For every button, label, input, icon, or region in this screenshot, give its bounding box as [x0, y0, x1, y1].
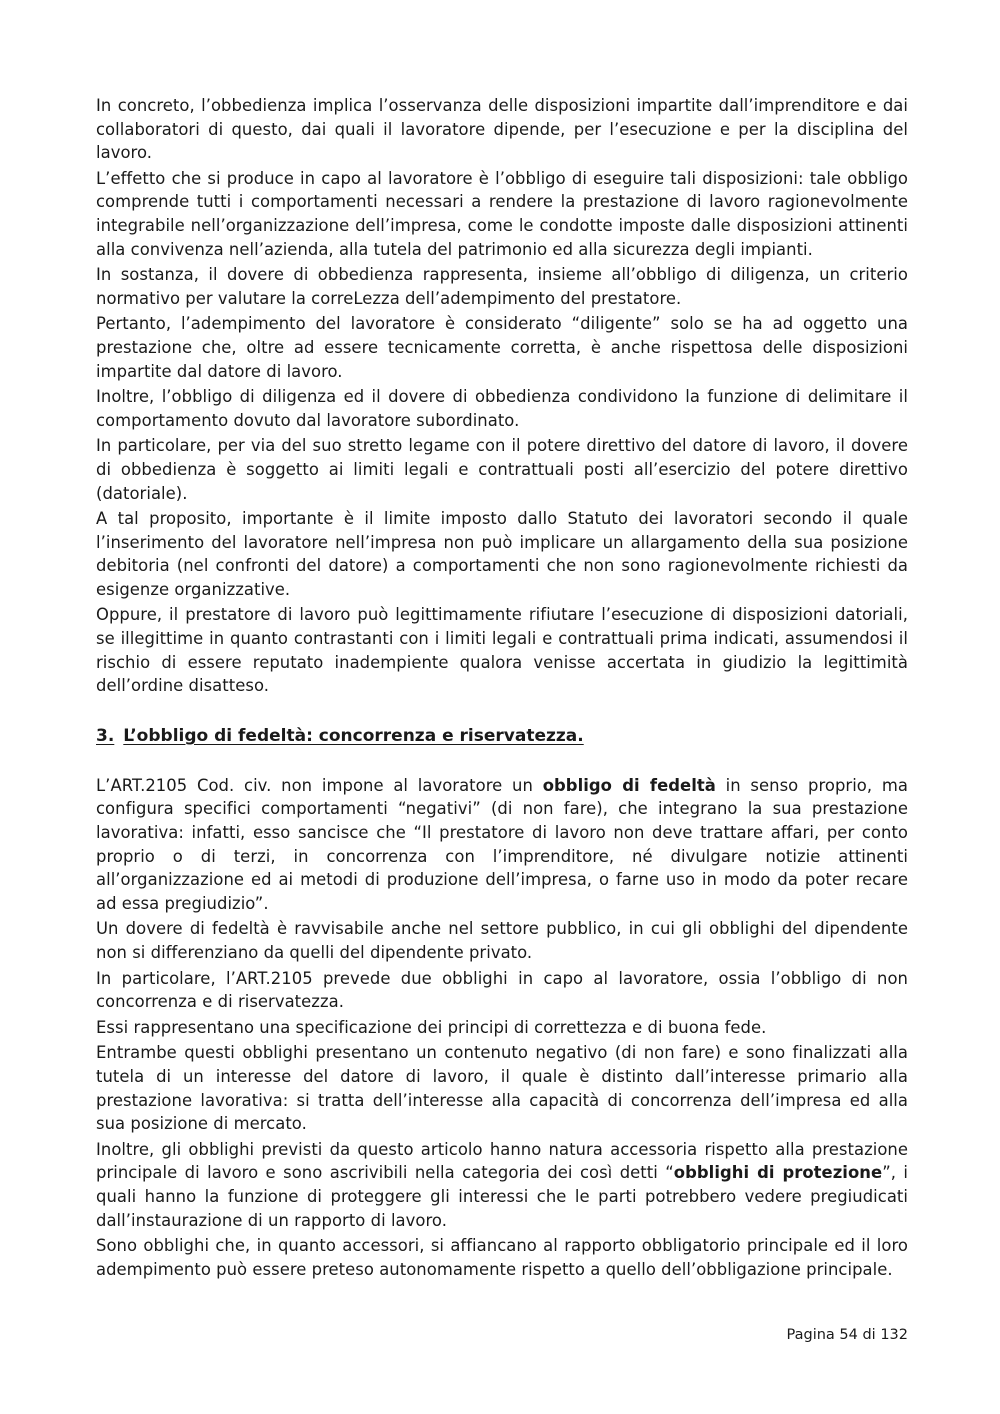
paragraph: Entrambe questi obblighi presentano un contenuto negativo (di non fare) e sono finalizzati alla tutela di un interesse del datore di lavoro, il quale è distinto dall’interesse primario alla prestazione lavorativa: si tratta dell’interesse alla capacità di concorrenza dell’impresa ed alla sua posizione di mercato. — [96, 1043, 908, 1134]
paragraph: Pertanto, l’adempimento del lavoratore è considerato “diligente” solo se ha ad oggetto una prestazione che, oltre ad essere tecnicamente corretta, è anche rispettosa delle disposizioni impartite dal datore di lavoro. — [96, 314, 908, 381]
paragraph: L’effetto che si produce in capo al lavoratore è l’obbligo di eseguire tali disposizioni: tale obbligo comprende tutti i comportamenti necessari a rendere la prestazione di lavoro ragionevolmente integrabile nell’organizzazione dell’impresa, come le condotte imposte dalle disposizioni attinenti alla convivenza nell’azienda, alla tutela del patrimonio ed alla sicurezza degli impianti. — [96, 168, 908, 259]
section-number: 3. — [96, 725, 115, 746]
paragraph: Essi rappresentano una specificazione dei principi di correttezza e di buona fede. — [96, 1017, 767, 1037]
section-title: L’obbligo di fedeltà: concorrenza e riservatezza. — [123, 725, 584, 746]
section-heading — [96, 724, 908, 748]
page-number: Pagina 54 di 132 — [786, 1327, 908, 1343]
paragraph-protection — [96, 1138, 908, 1232]
paragraph-art-2105 — [96, 774, 908, 916]
text-run: in senso proprio, ma configura specifici comportamenti “negativi” (di non fare), che integrano la sua prestazione lavorativa: infatti, esso sancisce che “Il prestatore di lavoro non deve trattare affari, per conto proprio o di terzi, in concorrenza con l’imprenditore, né divulgare notizie attinenti all’organizzazione ed ai metodi di produzione dell’impresa, o farne uso in modo da poter recare ad essa pregiudizio”. — [96, 775, 909, 913]
paragraph: Sono obblighi che, in quanto accessori, si affiancano al rapporto obbligatorio principale ed il loro adempimento può essere preteso autonomamente rispetto a quello dell’obbligazione principale. — [96, 1236, 908, 1279]
paragraph: In particolare, l’ART.2105 prevede due obblighi in capo al lavoratore, ossia l’obbligo di non concorrenza e di riservatezza. — [96, 968, 908, 1012]
text-run: ”, i quali hanno la funzione di proteggere gli interessi che le parti potrebbero vedere pregiudicati dall’instaurazione di un rapporto di lavoro. — [96, 1163, 909, 1230]
paragraph: In particolare, per via del suo stretto legame con il potere direttivo del datore di lavoro, il dovere di obbedienza è soggetto ai limiti legali e contrattuali posti all’esercizio del potere direttivo (datoriale). — [96, 436, 908, 503]
bold-term: obbligo di fedeltà — [542, 775, 716, 795]
paragraph: Oppure, il prestatore di lavoro può legittimamente rifiutare l’esecuzione di disposizioni datoriali, se illegittime in quanto contrastanti con i limiti legali e contrattuali prima indicati, assumendosi il rischio di essere reputato inadempiente qualora venisse accertata in giudizio la legittimità dell’ordine disatteso. — [96, 605, 908, 696]
paragraph: A tal proposito, importante è il limite imposto dallo Statuto dei lavoratori secondo il quale l’inserimento del lavoratore nell’impresa non può implicare un allargamento della sua posizione debitoria (nel confronti del datore) a comportamenti che non sono ragionevolmente richiesti da esigenze organizzative. — [96, 509, 908, 599]
text-run: Inoltre, gli obblighi previsti da questo articolo hanno natura accessoria rispetto alla prestazione principale di lavoro e sono ascrivibili nella categoria dei così detti “ — [96, 1139, 908, 1183]
paragraph: In concreto, l’obbedienza implica l’osservanza delle disposizioni impartite dall’imprenditore e dai collaboratori di questo, dai quali il lavoratore dipende, per l’esecuzione e per la disciplina del lavoro. — [96, 96, 908, 163]
document-body — [96, 94, 908, 1283]
paragraph: Inoltre, l’obbligo di diligenza ed il dovere di obbedienza condividono la funzione di delimitare il comportamento dovuto dal lavoratore subordinato. — [96, 387, 908, 430]
text-run: L’ART.2105 Cod. civ. non impone al lavoratore un — [96, 775, 543, 795]
paragraph: In sostanza, il dovere di obbedienza rappresenta, insieme all’obbligo di diligenza, un criterio normativo per valutare la correLezza dell’adempimento del prestatore. — [96, 265, 908, 308]
paragraph: Un dovere di fedeltà è ravvisabile anche nel settore pubblico, in cui gli obblighi del dipendente non si differenziano da quelli del dipendente privato. — [96, 919, 908, 962]
bold-term: obblighi di protezione — [673, 1163, 883, 1183]
